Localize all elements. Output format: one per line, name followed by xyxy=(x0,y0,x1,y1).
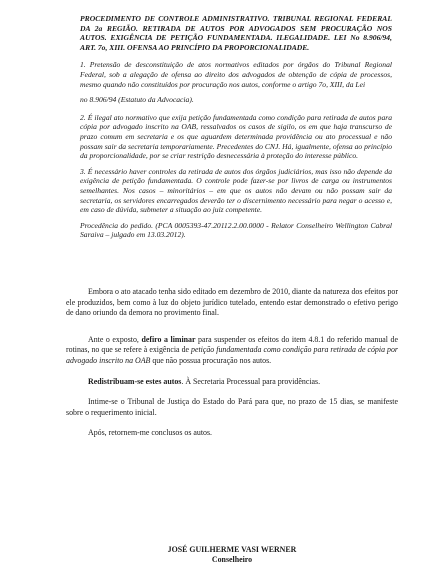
quoted-precedent xyxy=(80,14,392,240)
redistribution-order: Redistribuam-se estes autos xyxy=(88,376,182,386)
precedent-heading: PROCEDIMENTO DE CONTROLE ADMINISTRATIVO. TRIBUNAL REGIONAL FEDERAL DA 2a REGIÃO. RETIRADA DE AUTOS POR ADVOGADOS SEM PROCURAÇÃO NOS AUTOS. EXIGÊNCIA DE PETIÇÃO FUNDAMENTADA. ILEGALIDADE. LEI No 8.906/94, ART. 7o, XIII. OFENSA AO PRINCÍPIO DA PROPORCIONALIDADE. xyxy=(80,14,392,52)
paragraph-return: Após, retornem-me conclusos os autos. xyxy=(88,428,213,438)
paragraph-injunction xyxy=(66,335,398,367)
signature-block xyxy=(66,545,398,565)
precedent-citation: Procedência do pedido. (PCA 0005393-47.20112.2.00.0000 - Relator Conselheiro Wellington Cabral Saraiva – julgado em 13.03.2012). xyxy=(80,220,392,240)
paragraph-urgency: Embora o ato atacado tenha sido editado em dezembro de 2010, diante da natureza dos efeitos por ele produzidos, bem como à luz do objeto jurídico tutelado, entendo estar demonstrado o efetivo perigo de dano oriundo da demora no provimento final. xyxy=(66,287,398,318)
precedent-item-2: 2. É ilegal ato normativo que exija petição fundamentada como condição para retirada de autos para cópia por advogado inscrito na OAB, ressalvados os casos de sigilo, os em que haja transcurso de prazo comum em secretaria e os que aguardem determinada providência ou ato processual e não possam sair da secretaria temporariamente. Precedentes do CNJ. Há, igualmente, ofensa ao princípio da proporcionalidade, por se criar restrição desnecessária à proteção do interesse público. xyxy=(80,112,392,161)
injunction-text-b: para suspender os efeitos do item 4.8.1 do referido manual de rotinas, no que se refere à exigência de xyxy=(66,334,398,355)
precedent-item-1: 1. Pretensão de desconstituição de atos normativos editados por órgãos do Tribunal Regional Federal, sob a alegação de ofensa ao direito dos advogados de obtenção de cópia de processos, mesmo quando não constituídos por procuração nos autos, conforme o artigo 7o, XIII, da Lei xyxy=(80,60,392,89)
injunction-text-a: Ante o exposto, xyxy=(88,334,142,344)
precedent-item-1-continuation: no 8.906/94 (Estatuto da Advocacia). xyxy=(80,95,194,105)
injunction-text-c: que não possua procuração nos autos. xyxy=(150,355,272,365)
signatory-title: Conselheiro xyxy=(211,555,253,564)
redistribution-rest: . À Secretaria Processual para providências. xyxy=(181,376,321,386)
injunction-granted: defiro a liminar xyxy=(141,334,196,344)
decision-body xyxy=(66,287,398,449)
injunction-requirement: petição fundamentada como condição para retirada de cópia por advogado inscrito na OAB xyxy=(66,345,398,365)
paragraph-redistribution xyxy=(66,377,398,388)
precedent-item-3: 3. É necessário haver controles da retirada de autos dos órgãos judiciários, mas isso não depende da exigência de petição fundamentada. O controle pode fazer-se por livros de carga ou instrumentos semelhantes. Nos casos – minoritários – em que os autos não devam ou não possam sair da secretaria, os servidores encarregados deverão ter o discernimento necessário para negar o acesso e, em caso de dúvida, submeter a situação ao juiz competente. xyxy=(80,166,392,215)
paragraph-notification: Intime-se o Tribunal de Justiça do Estado do Pará para que, no prazo de 15 dias, se manifeste sobre o requerimento inicial. xyxy=(66,397,398,417)
signatory-name: JOSÉ GUILHERME VASI WERNER xyxy=(167,545,297,554)
